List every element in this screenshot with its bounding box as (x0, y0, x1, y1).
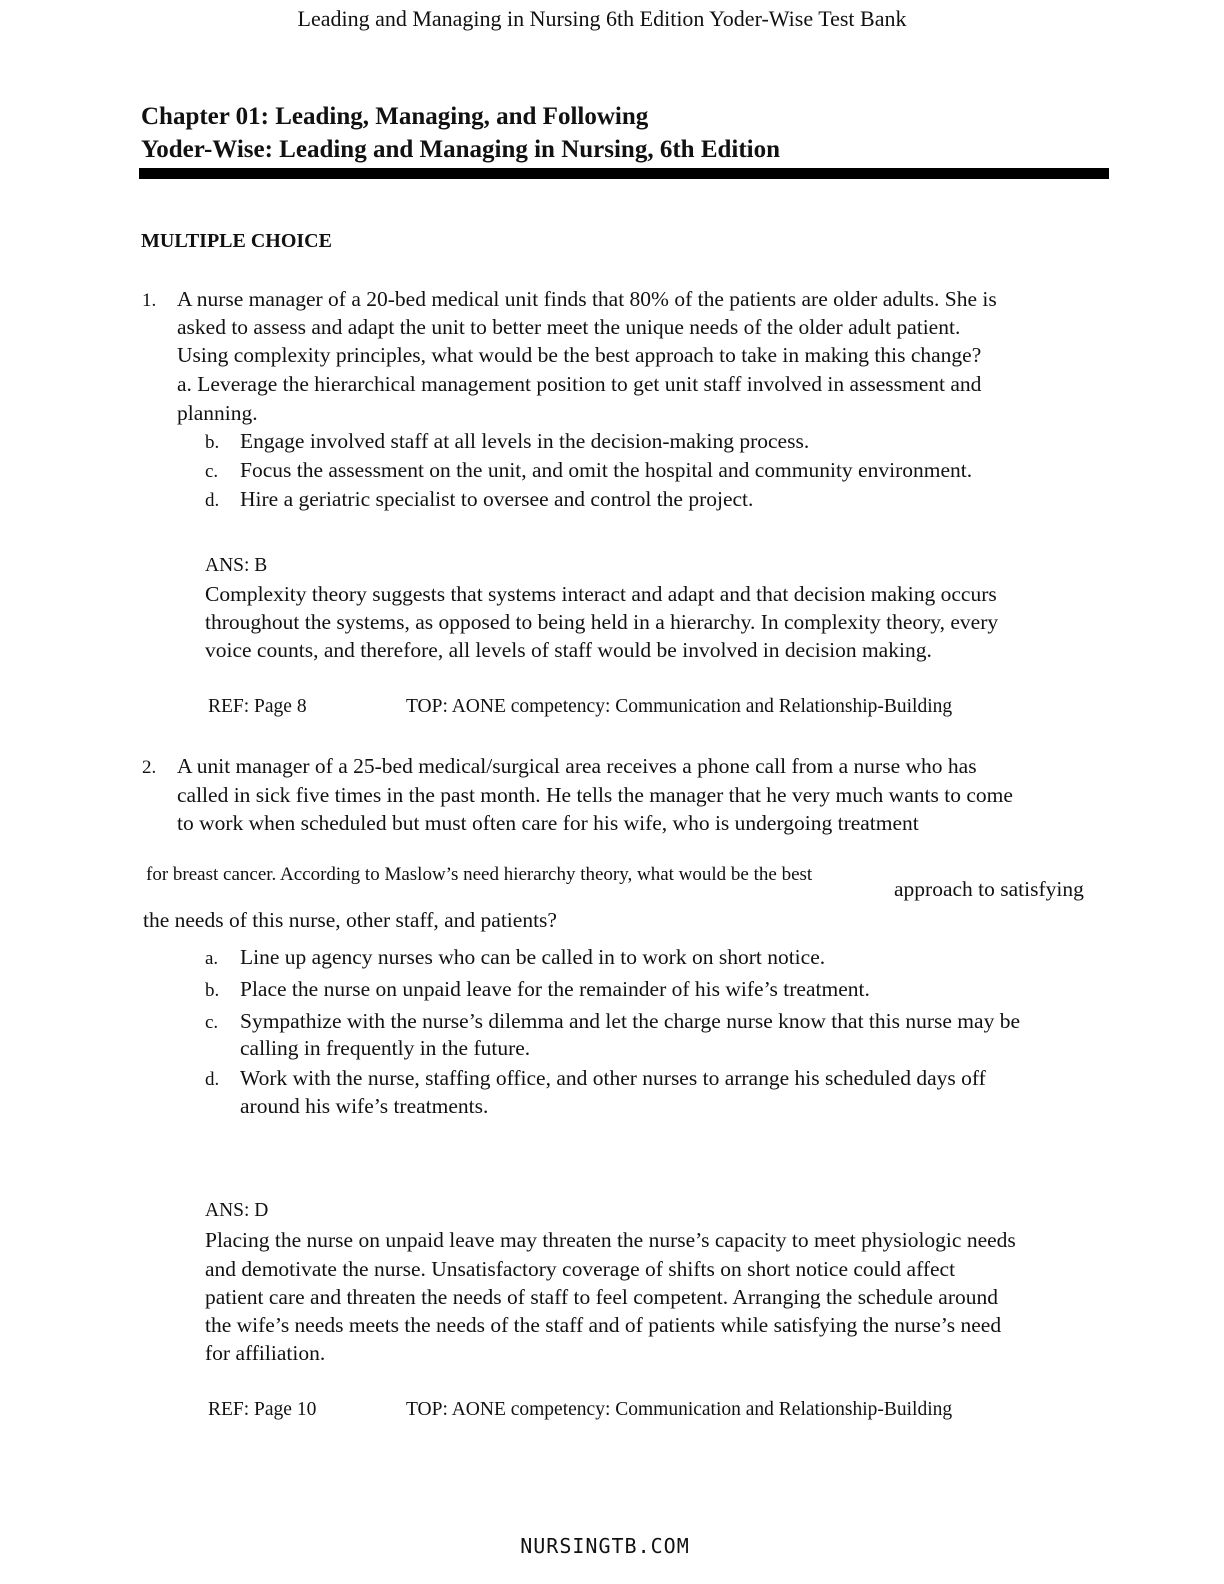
question-stem-line: called in sick five times in the past month. He tells the manager that he very much wants to come (177, 783, 1013, 807)
rationale-line: Complexity theory suggests that systems interact and adapt and that decision making occurs (205, 582, 997, 606)
question-number: 2. (142, 757, 157, 778)
question-stem-line: to work when scheduled but must often care for his wife, who is undergoing treatment (177, 811, 919, 835)
option-a-continued: planning. (177, 401, 258, 425)
option-a: Line up agency nurses who can be called in to work on short notice. (240, 945, 826, 969)
option-letter: c. (205, 461, 219, 482)
option-c: Focus the assessment on the unit, and omit the hospital and community environment. (240, 458, 973, 482)
question-stem-line: A unit manager of a 25-bed medical/surgical area receives a phone call from a nurse who has (177, 754, 977, 778)
option-letter: a. (205, 948, 219, 969)
rationale-line: for affiliation. (205, 1341, 326, 1365)
footer-watermark: NURSINGTB.COM (520, 1534, 690, 1558)
answer-key: ANS: B (205, 555, 268, 576)
option-letter: b. (205, 980, 220, 1001)
question-stem-line: Using complexity principles, what would be the best approach to take in making this change? (177, 343, 982, 367)
topic: TOP: AONE competency: Communication and Relationship-Building (406, 1399, 953, 1420)
question-stem-line: asked to assess and adapt the unit to better meet the unique needs of the older adult patient. (177, 315, 961, 339)
rationale-line: patient care and threaten the needs of staff to feel competent. Arranging the schedule around (205, 1285, 998, 1309)
question-stem-line: the needs of this nurse, other staff, and patients? (143, 908, 557, 932)
option-letter: c. (205, 1012, 219, 1033)
option-c-continued: calling in frequently in the future. (240, 1036, 531, 1060)
option-d: Hire a geriatric specialist to oversee and control the project. (240, 487, 754, 511)
answer-key: ANS: D (205, 1200, 269, 1221)
page-reference: REF: Page 10 (208, 1399, 317, 1420)
option-letter: d. (205, 490, 220, 511)
option-b: Engage involved staff at all levels in the decision-making process. (240, 429, 810, 453)
option-b: Place the nurse on unpaid leave for the remainder of his wife’s treatment. (240, 977, 870, 1001)
section-heading: MULTIPLE CHOICE (141, 230, 332, 252)
option-letter: d. (205, 1069, 220, 1090)
topic: TOP: AONE competency: Communication and Relationship-Building (406, 696, 953, 717)
rationale-line: voice counts, and therefore, all levels of staff would be involved in decision making. (205, 638, 932, 662)
book-title: Yoder-Wise: Leading and Managing in Nursing, 6th Edition (141, 136, 781, 163)
question-stem-line: approach to satisfying (894, 877, 1084, 901)
option-a: a. Leverage the hierarchical management position to get unit staff involved in assessment and (177, 372, 982, 396)
running-head: Leading and Managing in Nursing 6th Edition Yoder-Wise Test Bank (297, 6, 907, 31)
rationale-line: the wife’s needs meets the needs of the staff and of patients while satisfying the nurse’s need (205, 1313, 1002, 1337)
rationale-line: throughout the systems, as opposed to being held in a hierarchy. In complexity theory, every (205, 610, 999, 634)
chapter-title: Chapter 01: Leading, Managing, and Following (141, 103, 649, 130)
rationale-line: and demotivate the nurse. Unsatisfactory coverage of shifts on short notice could affect (205, 1257, 956, 1281)
option-c: Sympathize with the nurse’s dilemma and let the charge nurse know that this nurse may be (240, 1009, 1020, 1033)
rationale-line: Placing the nurse on unpaid leave may threaten the nurse’s capacity to meet physiologic needs (205, 1228, 1016, 1252)
option-d-continued: around his wife’s treatments. (240, 1094, 489, 1118)
title-rule (139, 168, 1109, 179)
option-letter: b. (205, 432, 220, 453)
page-reference: REF: Page 8 (208, 696, 307, 717)
question-stem-line: A nurse manager of a 20-bed medical unit finds that 80% of the patients are older adults. She is (177, 287, 997, 311)
option-d: Work with the nurse, staffing office, and other nurses to arrange his scheduled days off (240, 1066, 986, 1090)
question-stem-line: for breast cancer. According to Maslow’s need hierarchy theory, what would be the best (146, 864, 813, 885)
question-number: 1. (142, 290, 157, 311)
